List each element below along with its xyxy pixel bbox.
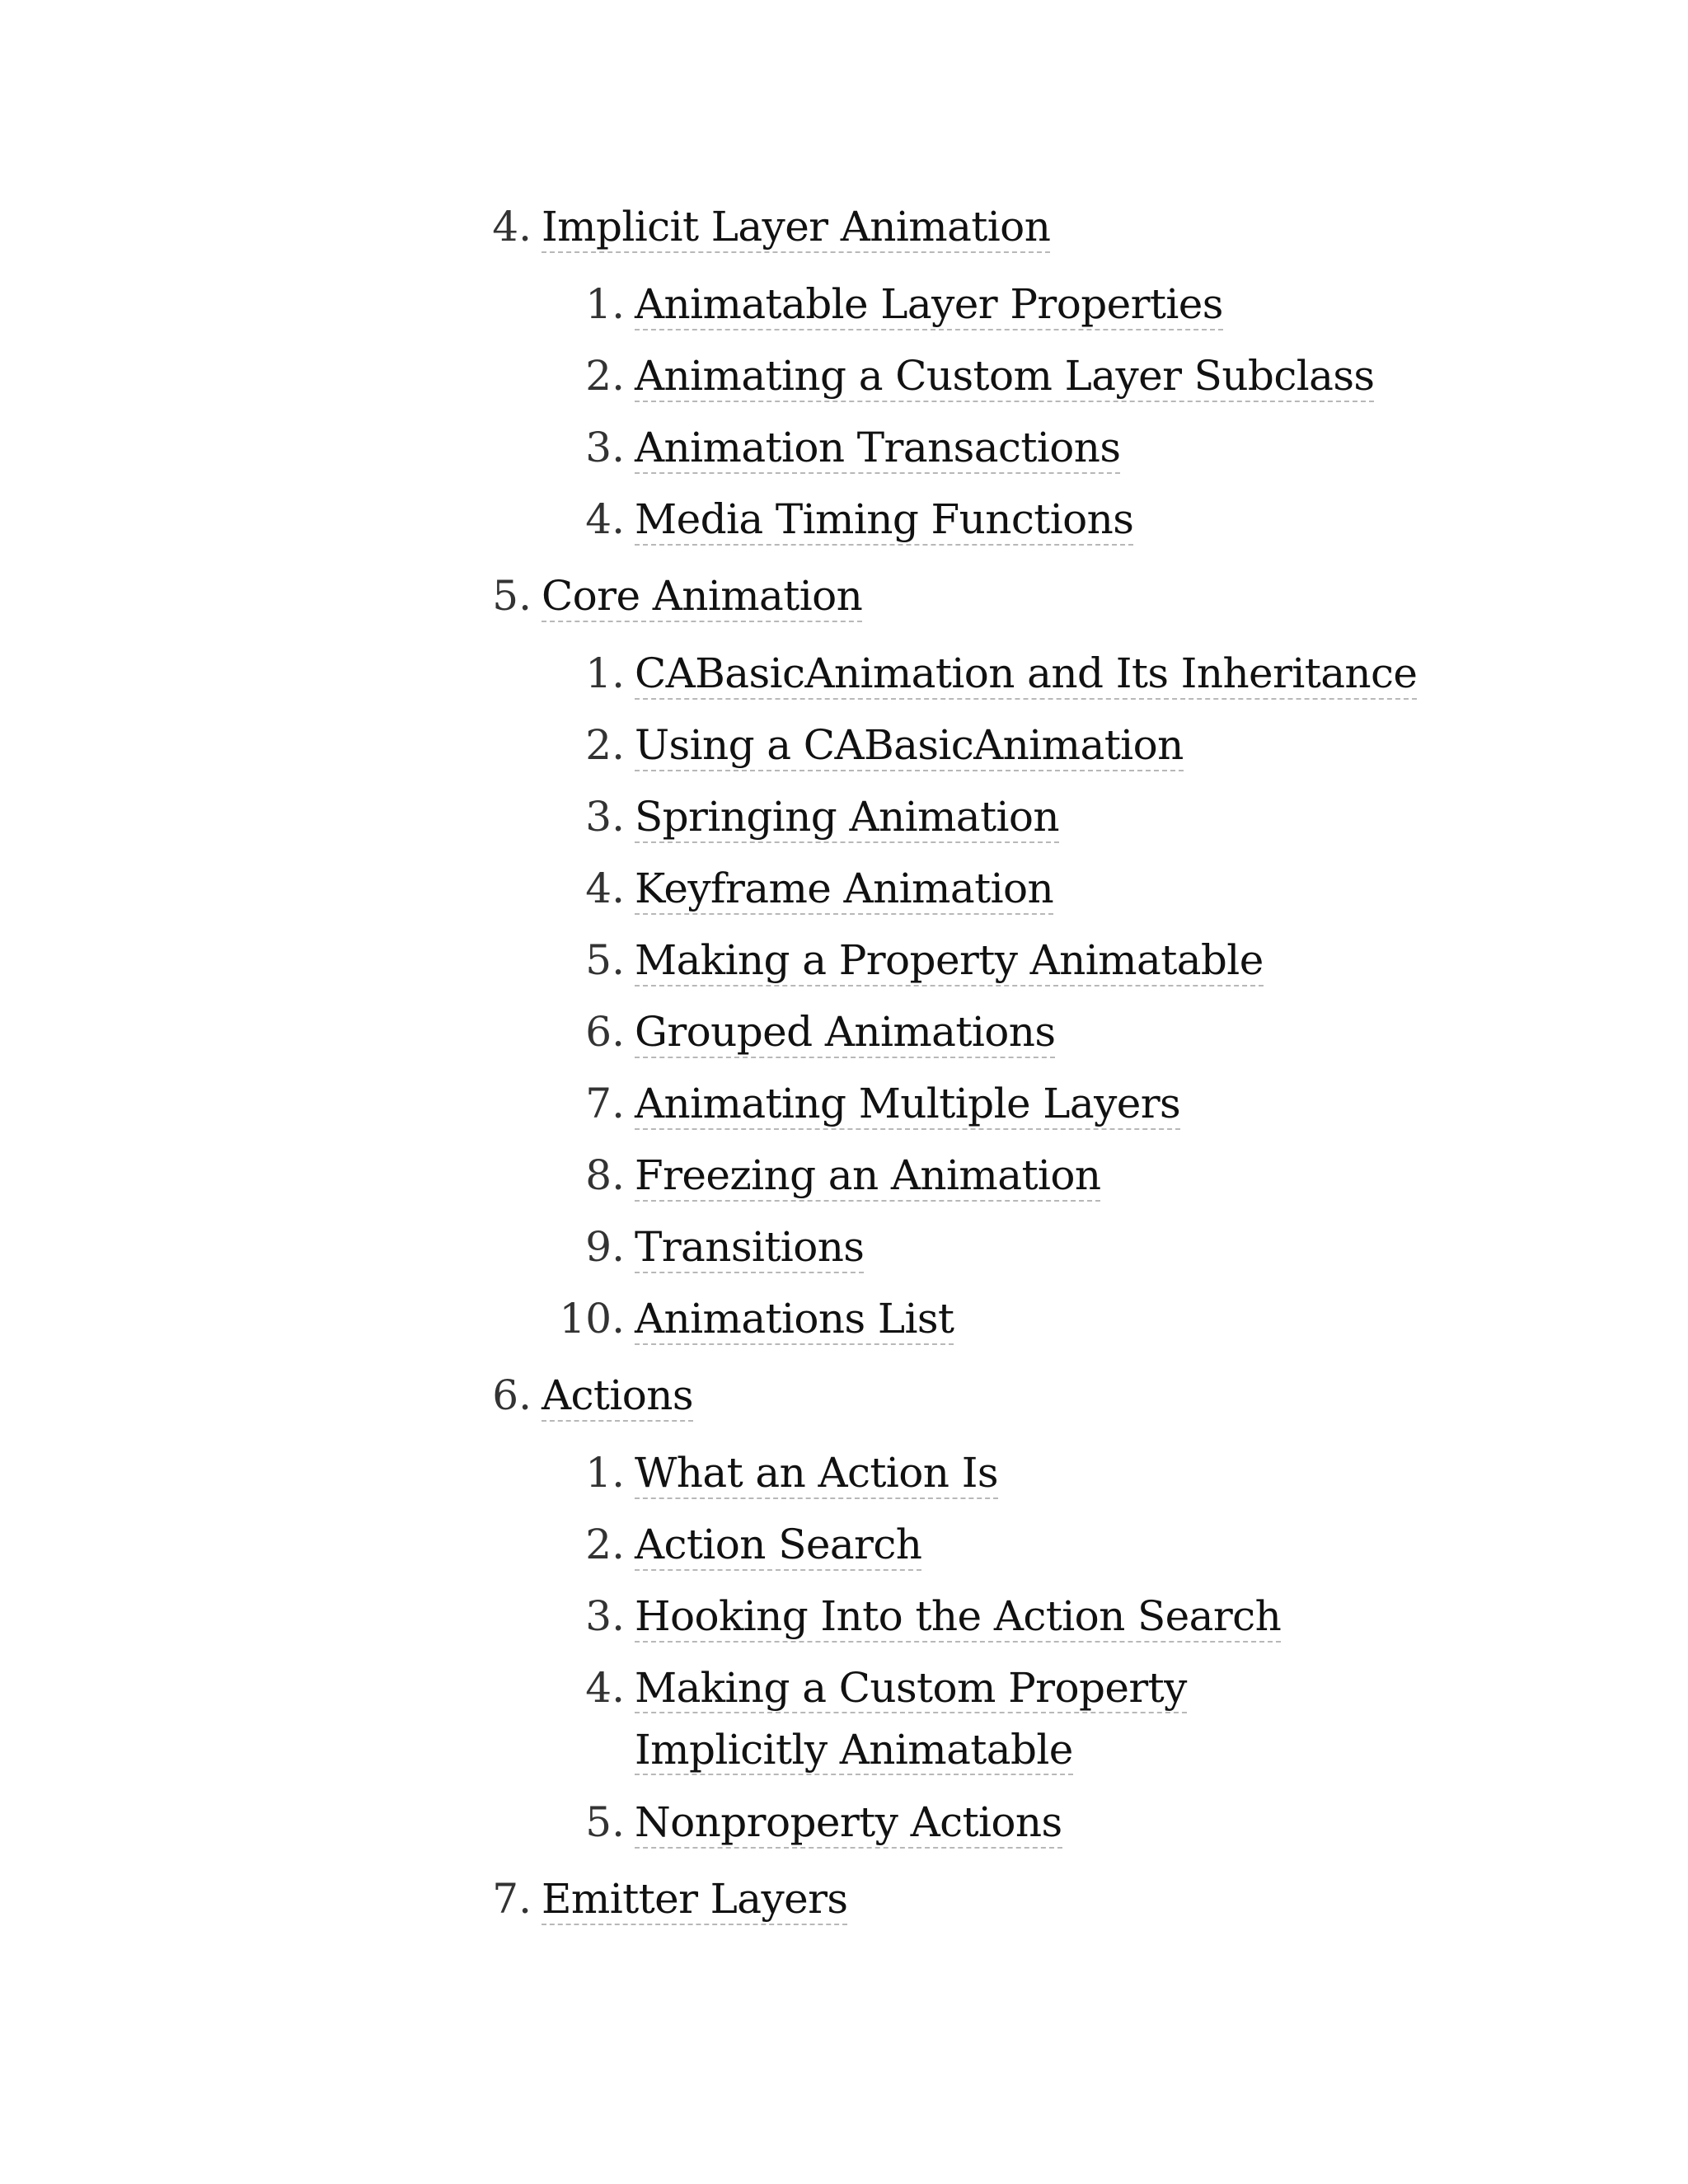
toc-link-hooking-into-action-search[interactable]: Hooking Into the Action Search — [635, 1592, 1281, 1643]
toc-item — [0, 715, 1184, 776]
toc-section-6 — [0, 1365, 693, 1427]
toc-number: 8. — [585, 1151, 625, 1199]
toc-item — [0, 858, 1053, 920]
toc-link-actions[interactable]: Actions — [542, 1371, 693, 1422]
toc-item — [0, 489, 1133, 551]
toc-item — [0, 417, 1120, 479]
toc-number: 4. — [492, 203, 532, 251]
toc-item — [0, 1657, 1376, 1781]
toc-number: 2. — [585, 352, 625, 400]
toc-item — [0, 1586, 1281, 1647]
toc-link-cabasicanimation-inheritance[interactable]: CABasicAnimation and Its Inheritance — [635, 649, 1417, 700]
toc-item — [0, 930, 1264, 991]
toc-link-emitter-layers[interactable]: Emitter Layers — [542, 1875, 847, 1925]
toc-number: 1. — [585, 1449, 625, 1497]
toc-item — [0, 345, 1374, 407]
toc-number: 2. — [585, 721, 625, 769]
toc-number: 3. — [585, 793, 625, 841]
toc-link-freezing-animation[interactable]: Freezing an Animation — [635, 1151, 1100, 1202]
toc-number: 6. — [585, 1008, 625, 1056]
toc-item — [0, 1288, 954, 1350]
toc-number: 5. — [585, 1798, 625, 1846]
toc-number: 4. — [585, 1664, 625, 1712]
toc-link-making-property-animatable[interactable]: Making a Property Animatable — [635, 936, 1264, 987]
toc-link-core-animation[interactable]: Core Animation — [542, 572, 862, 622]
toc-number: 4. — [585, 865, 625, 912]
toc-number: 4. — [585, 495, 625, 543]
toc-link-implicit-layer-animation[interactable]: Implicit Layer Animation — [542, 203, 1050, 253]
toc-item-text — [635, 1657, 1376, 1781]
toc-link-custom-property-implicitly-animatable[interactable]: Making a Custom Property Implicitly Animatable — [635, 1664, 1187, 1774]
toc-number: 1. — [585, 280, 625, 328]
toc-item — [0, 1792, 1062, 1854]
toc-number: 7. — [492, 1875, 532, 1923]
toc-link-media-timing-functions[interactable]: Media Timing Functions — [635, 495, 1133, 546]
toc-link-nonproperty-actions[interactable]: Nonproperty Actions — [635, 1798, 1062, 1849]
toc-item — [0, 1073, 1180, 1135]
toc-number: 9. — [585, 1223, 625, 1271]
toc-section-5 — [0, 565, 862, 627]
toc-link-grouped-animations[interactable]: Grouped Animations — [635, 1008, 1055, 1058]
toc-item — [0, 1145, 1100, 1207]
toc-link-animating-custom-layer-subclass[interactable]: Animating a Custom Layer Subclass — [635, 352, 1374, 402]
toc-link-animations-list[interactable]: Animations List — [635, 1295, 954, 1345]
toc-section-4 — [0, 196, 1050, 258]
toc-number: 1. — [585, 649, 625, 697]
toc-number: 5. — [492, 572, 532, 620]
toc-item — [0, 274, 1223, 335]
toc-link-animation-transactions[interactable]: Animation Transactions — [635, 424, 1120, 474]
toc-link-animating-multiple-layers[interactable]: Animating Multiple Layers — [635, 1080, 1180, 1130]
toc-number: 3. — [585, 424, 625, 471]
toc-number: 5. — [585, 936, 625, 984]
toc-item — [0, 1442, 998, 1504]
toc-link-animatable-layer-properties[interactable]: Animatable Layer Properties — [635, 280, 1223, 330]
toc-number: 7. — [585, 1080, 625, 1127]
toc-number: 6. — [492, 1371, 532, 1419]
toc-link-springing-animation[interactable]: Springing Animation — [635, 793, 1059, 843]
toc-link-what-an-action-is[interactable]: What an Action Is — [635, 1449, 998, 1499]
toc-item — [0, 1001, 1055, 1063]
toc-item — [0, 1514, 921, 1576]
toc-item — [0, 1216, 864, 1278]
toc-link-transitions[interactable]: Transitions — [635, 1223, 864, 1273]
toc-number: 3. — [585, 1592, 625, 1640]
toc-link-keyframe-animation[interactable]: Keyframe Animation — [635, 865, 1053, 915]
toc-link-action-search[interactable]: Action Search — [635, 1521, 921, 1571]
toc-item — [0, 786, 1059, 848]
toc-link-using-cabasicanimation[interactable]: Using a CABasicAnimation — [635, 721, 1184, 771]
toc-section-7 — [0, 1868, 847, 1930]
toc-number: 2. — [585, 1521, 625, 1568]
toc-number: 10. — [559, 1295, 625, 1343]
toc-item — [0, 643, 1417, 705]
